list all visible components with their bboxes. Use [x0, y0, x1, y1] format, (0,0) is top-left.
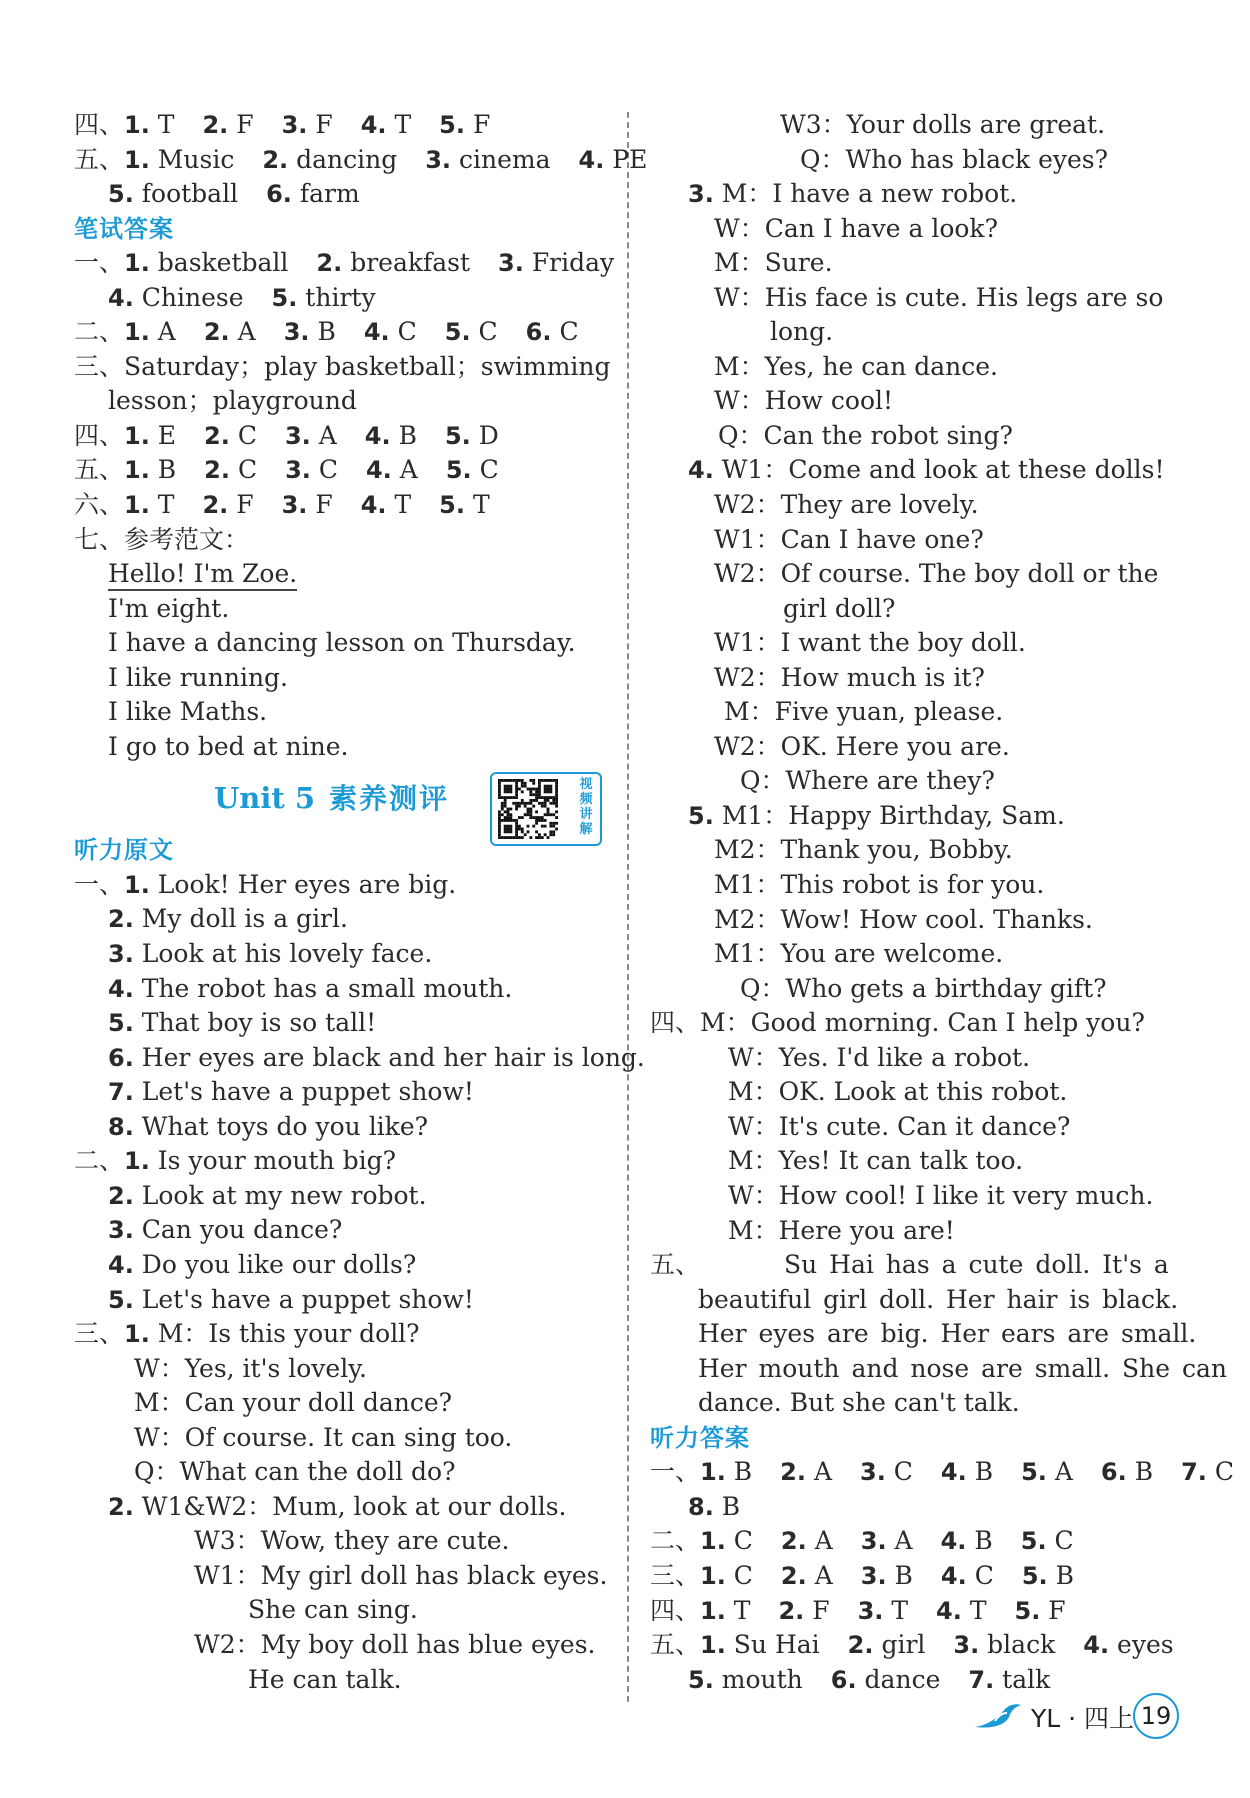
item-answer: C: [725, 1526, 753, 1556]
script-line: W3：Wow, they are cute.: [194, 1526, 510, 1556]
sample-line: I have a dancing lesson on Thursday.: [108, 628, 576, 658]
item-number: 5.: [439, 491, 465, 520]
script-line: M：Can your doll dance?: [134, 1388, 453, 1418]
written-answers-title: 笔试答案: [74, 214, 174, 243]
script-line: [74, 1490, 604, 1525]
item-answer: farm: [291, 179, 360, 209]
item-text: M：Is this your doll?: [149, 1319, 420, 1349]
script-line: [74, 868, 604, 903]
section-marker: 四、: [74, 110, 125, 139]
item-text: The robot has a small mouth.: [133, 973, 513, 1003]
script-line: He can talk.: [248, 1664, 402, 1694]
item-answer: PE: [604, 144, 648, 174]
section-heading: [74, 833, 604, 868]
item-number: 4.: [940, 1561, 967, 1590]
item-answer: C: [471, 455, 499, 485]
passage-line: Her mouth and nose are small. She can: [698, 1353, 1228, 1383]
script-line: girl doll?: [783, 593, 896, 623]
qr-label: 视频讲解: [579, 777, 593, 838]
item-answer: C: [551, 317, 579, 347]
script-line: Q：What can the doll do?: [134, 1457, 456, 1487]
item-number: 5.: [271, 283, 298, 312]
item-answer: A: [1046, 1457, 1073, 1487]
item-number: 2.: [108, 905, 134, 934]
item-number: 3.: [953, 1631, 980, 1660]
item-answer: T: [883, 1595, 909, 1625]
item-answer: A: [149, 317, 176, 347]
section-heading: [650, 1421, 1178, 1456]
section-marker: 三、: [650, 1560, 701, 1590]
item-number: 2.: [204, 456, 230, 485]
sample-line: [74, 557, 604, 592]
script-line: W3：Your dolls are great.: [780, 110, 1106, 139]
item-number: 3.: [281, 491, 308, 520]
item-number: 4.: [364, 421, 391, 450]
item-answer: A: [806, 1457, 833, 1487]
section-heading: [74, 212, 604, 247]
item-number: 3.: [281, 111, 308, 139]
sample-line: I like Maths.: [108, 697, 268, 727]
item-number: 4.: [578, 145, 605, 174]
item-number: 1.: [124, 491, 150, 520]
item-number: 8.: [108, 1112, 134, 1141]
item-number: 5.: [444, 421, 471, 450]
script-line: [74, 972, 604, 1007]
item-number: 2.: [780, 1561, 807, 1590]
script-line: W：Yes, it's lovely.: [134, 1353, 367, 1383]
passage-line: Her eyes are big. Her ears are small.: [698, 1319, 1197, 1349]
item-answer: C: [1046, 1526, 1074, 1556]
script-line: Q：Who has black eyes?: [800, 144, 1109, 174]
script-line: M1：You are welcome.: [714, 939, 1004, 969]
item-number: 1.: [700, 1561, 726, 1590]
script-line: M1：This robot is for you.: [714, 870, 1045, 900]
right-column: [650, 108, 1234, 1697]
item-number: 3.: [285, 456, 311, 485]
item-number: 3.: [860, 1458, 886, 1487]
item-number: 1.: [124, 421, 150, 450]
script-line: M：Sure.: [714, 248, 833, 278]
item-number: 6.: [525, 318, 552, 347]
answer-row: [74, 419, 604, 454]
item-number: 2.: [847, 1631, 874, 1660]
item-answer: girl: [873, 1630, 926, 1660]
item-number: 2.: [108, 1492, 134, 1521]
answer-row: [74, 281, 604, 316]
item-answer: F: [307, 490, 333, 520]
answer-row: [74, 108, 604, 143]
script-line: W2：My boy doll has blue eyes.: [194, 1629, 596, 1659]
item-number: 4.: [936, 1596, 962, 1625]
item-number: 3.: [688, 180, 714, 209]
item-answer: football: [133, 179, 239, 209]
script-line: M：Here you are!: [728, 1215, 955, 1245]
section-marker: 二、: [74, 1146, 125, 1176]
series-label: YL · 四上: [1031, 1704, 1135, 1733]
item-number: 8.: [688, 1492, 714, 1521]
item-text: Can you dance?: [133, 1215, 343, 1245]
item-answer: T: [149, 110, 175, 139]
answer-row: [650, 1455, 1234, 1490]
item-number: 6.: [266, 180, 292, 209]
item-number: 6.: [1100, 1458, 1127, 1487]
item-number: 3.: [108, 940, 134, 969]
item-number: 5.: [1021, 1458, 1047, 1487]
item-number: 1.: [700, 1458, 726, 1487]
answer-row: [650, 1559, 1178, 1594]
item-number: 2.: [202, 111, 229, 139]
item-answer: T: [386, 110, 412, 139]
script-line: [74, 1144, 604, 1179]
item-answer: F: [228, 110, 254, 139]
script-line: M：OK. Look at this robot.: [728, 1077, 1068, 1107]
answer-row: [74, 488, 604, 523]
item-number: 3.: [498, 249, 524, 278]
section-marker: 三、: [74, 1319, 125, 1349]
item-answer: E: [149, 420, 177, 450]
script-line: W2：OK. Here you are.: [714, 731, 1010, 761]
script-line: W：Of course. It can sing too.: [134, 1422, 513, 1452]
item-answer: B: [886, 1560, 913, 1590]
item-answer: cinema: [451, 144, 551, 174]
item-number: 2.: [204, 421, 230, 450]
item-number: 2.: [108, 1181, 134, 1210]
item-number: 1.: [124, 249, 150, 278]
item-text: Look at his lovely face.: [133, 939, 433, 969]
script-line: [688, 177, 1178, 212]
item-number: 1.: [124, 318, 150, 347]
script-line: long.: [770, 317, 834, 347]
item-answer: mouth: [713, 1664, 803, 1694]
item-number: 4.: [360, 491, 387, 520]
item-answer: F: [1040, 1595, 1066, 1625]
answer-row: [650, 1594, 1178, 1629]
item-number: 3.: [284, 421, 311, 450]
script-line: W：How cool! I like it very much.: [728, 1180, 1154, 1210]
script-line: 四、M：Good morning. Can I help you?: [650, 1008, 1145, 1038]
page-footer: [973, 1693, 1183, 1743]
script-line: W：Can I have a look?: [714, 213, 998, 243]
item-answer: F: [228, 490, 254, 520]
script-line: [74, 1075, 604, 1110]
item-number: 3.: [860, 1561, 887, 1590]
item-answer: C: [389, 317, 417, 347]
sample-line: I go to bed at nine.: [108, 731, 349, 761]
item-number: 5.: [688, 801, 714, 830]
item-answer: A: [310, 420, 337, 450]
section-marker: 五、: [74, 455, 125, 485]
item-answer: C: [470, 317, 498, 347]
script-line: W：How cool!: [714, 386, 894, 416]
item-number: 4.: [108, 283, 134, 312]
item-number: 2.: [203, 318, 230, 347]
item-number: 3.: [857, 1596, 884, 1625]
item-answer: A: [229, 317, 256, 347]
item-answer: Music: [149, 144, 235, 174]
item-text: Let's have a puppet show!: [133, 1284, 474, 1314]
section-marker: 二、: [650, 1526, 701, 1556]
script-line: [74, 1283, 604, 1318]
item-answer: C: [229, 420, 257, 450]
item-answer: A: [806, 1560, 833, 1590]
script-line: [74, 1213, 604, 1248]
item-number: 7.: [1181, 1458, 1207, 1487]
script-line: W1：My girl doll has black eyes.: [194, 1560, 608, 1590]
item-text: Do you like our dolls?: [133, 1249, 417, 1279]
page-number: 19: [1133, 1693, 1179, 1739]
script-line: M2：Thank you, Bobby.: [714, 835, 1013, 865]
item-text: Look! Her eyes are big.: [149, 869, 457, 899]
item-answer: basketball: [149, 248, 289, 278]
item-text: M1：Happy Birthday, Sam.: [713, 800, 1065, 830]
sample-line: I'm eight.: [108, 593, 230, 623]
script-line: Q：Where are they?: [740, 766, 995, 796]
item-answer: talk: [994, 1664, 1051, 1694]
item-number: 3.: [425, 145, 452, 174]
item-answer: breakfast: [342, 248, 471, 278]
sample-label: 七、参考范文：: [74, 524, 250, 554]
item-number: 4.: [940, 1527, 967, 1556]
item-answer: D: [470, 420, 499, 450]
item-number: 5.: [444, 318, 471, 347]
script-line: [688, 799, 1178, 834]
item-text: That boy is so tall!: [133, 1008, 377, 1038]
item-number: 6.: [830, 1665, 857, 1694]
left-column: [74, 108, 648, 1697]
item-number: 5.: [108, 1009, 134, 1038]
item-number: 5.: [1020, 1527, 1047, 1556]
item-answer: eyes: [1109, 1630, 1174, 1660]
script-line: [74, 1006, 604, 1041]
section-marker: 四、: [74, 420, 125, 450]
script-line: M：Yes, he can dance.: [714, 351, 998, 381]
item-answer: T: [961, 1595, 987, 1625]
script-line: M：Yes! It can talk too.: [728, 1146, 1024, 1176]
item-answer: F: [465, 110, 491, 139]
script-line: [74, 1248, 604, 1283]
sample-greeting: Hello! I'm Zoe.: [108, 559, 297, 591]
script-line: W2：Of course. The boy doll or the: [714, 559, 1159, 589]
listening-answers-title: 听力答案: [650, 1423, 750, 1452]
answer-row: [74, 453, 604, 488]
item-answer: A: [886, 1526, 913, 1556]
script-line: [74, 902, 604, 937]
script-line: Q：Can the robot sing?: [718, 420, 1013, 450]
item-answer: black: [979, 1630, 1056, 1660]
item-answer: F: [804, 1595, 830, 1625]
script-line: M：Five yuan, please.: [724, 697, 1004, 727]
item-number: 2.: [316, 249, 343, 278]
item-number: 4.: [363, 318, 390, 347]
item-number: 1.: [124, 870, 150, 899]
script-line: [74, 1110, 604, 1145]
item-number: 4.: [1083, 1631, 1110, 1660]
item-answer: T: [386, 490, 412, 520]
unit-subtitle: 素养测评: [329, 782, 450, 816]
item-number: 2.: [262, 145, 289, 174]
item-number: 2.: [778, 1596, 805, 1625]
item-number: 5.: [108, 180, 134, 209]
item-number: 3.: [283, 318, 310, 347]
item-answer: A: [391, 455, 418, 485]
answer-row: [688, 1663, 1178, 1698]
item-text: M：I have a new robot.: [713, 179, 1018, 209]
item-answer: Friday: [523, 248, 615, 278]
item-answer: C: [310, 455, 338, 485]
answer-row: [650, 1524, 1178, 1559]
item-answer: B: [390, 420, 417, 450]
answer-row: [74, 143, 648, 178]
section-marker: 四、: [650, 1595, 701, 1625]
script-line: [688, 453, 1178, 488]
item-answer: C: [885, 1457, 913, 1487]
answer-row: [74, 246, 615, 281]
section-marker: 一、: [74, 869, 125, 899]
item-text: Look at my new robot.: [133, 1180, 427, 1210]
answer-row: [74, 315, 604, 350]
item-answer: B: [149, 455, 177, 485]
item-number: 2.: [780, 1458, 806, 1487]
item-text: W1：Come and look at these dolls!: [713, 455, 1165, 485]
item-answer: Su Hai: [725, 1630, 820, 1660]
script-line: W1：Can I have one?: [714, 524, 984, 554]
item-number: 7.: [108, 1078, 134, 1107]
item-number: 5.: [445, 456, 472, 485]
unit-title: Unit 5: [214, 781, 316, 816]
item-answer: T: [149, 490, 175, 520]
item-answer: B: [1126, 1457, 1154, 1487]
item-answer: C: [230, 455, 258, 485]
answer-line: lesson；playground: [108, 386, 357, 416]
section-marker: 一、: [650, 1457, 701, 1487]
item-number: 2.: [780, 1527, 807, 1556]
script-line: W：Yes. I'd like a robot.: [728, 1042, 1031, 1072]
item-answer: T: [465, 490, 490, 520]
item-text: Let's have a puppet show!: [133, 1077, 474, 1107]
item-number: 1.: [700, 1631, 726, 1660]
item-answer: B: [966, 1457, 994, 1487]
item-number: 4.: [108, 1250, 134, 1279]
section-marker: 一、: [74, 248, 125, 278]
script-line: W：His face is cute. His legs are so: [714, 282, 1164, 312]
script-line: [74, 1041, 645, 1076]
section-marker: 六、: [74, 490, 125, 520]
answer-line: 三、Saturday；play basketball；swimming: [74, 351, 611, 381]
script-line: Q：Who gets a birthday gift?: [740, 973, 1107, 1003]
answer-row: [688, 1490, 1178, 1525]
item-number: 1.: [124, 145, 150, 174]
unit-title-block: [74, 764, 604, 838]
section-marker: 五、: [650, 1250, 701, 1280]
script-line: W：It's cute. Can it dance?: [728, 1111, 1071, 1141]
item-number: 1.: [700, 1596, 726, 1625]
item-answer: F: [307, 110, 333, 139]
item-text: My doll is a girl.: [133, 904, 348, 934]
item-number: 4.: [940, 1458, 967, 1487]
script-line: [74, 1179, 604, 1214]
answer-row: [650, 1628, 1178, 1663]
script-line: [74, 937, 604, 972]
item-answer: C: [1206, 1457, 1234, 1487]
column-divider: [627, 112, 629, 1702]
item-number: 1.: [124, 1147, 150, 1176]
item-answer: C: [725, 1560, 753, 1590]
item-text: Is your mouth big?: [149, 1146, 396, 1176]
item-number: 6.: [108, 1043, 134, 1072]
script-line: M2：Wow! How cool. Thanks.: [714, 904, 1093, 934]
item-number: 3.: [860, 1527, 887, 1556]
item-answer: B: [713, 1491, 741, 1521]
section-marker: 五、: [650, 1630, 701, 1660]
passage-line: beautiful girl doll. Her hair is black.: [698, 1284, 1179, 1314]
passage-line: Su Hai has a cute doll. It's a: [784, 1250, 1169, 1280]
script-line: She can sing.: [248, 1595, 418, 1625]
sample-line: I like running.: [108, 662, 289, 692]
item-answer: dancing: [288, 144, 398, 174]
item-text: What toys do you like?: [133, 1111, 429, 1141]
item-answer: C: [966, 1560, 994, 1590]
item-number: 4.: [688, 456, 714, 485]
item-answer: Chinese: [133, 282, 244, 312]
section-marker: 二、: [74, 317, 125, 347]
item-number: 4.: [360, 111, 387, 139]
item-number: 2.: [202, 491, 229, 520]
item-answer: A: [806, 1526, 833, 1556]
item-number: 1.: [700, 1527, 726, 1556]
script-line: W1：I want the boy doll.: [714, 628, 1026, 658]
qr-code-icon: [498, 779, 558, 839]
passage-line: dance. But she can't talk.: [698, 1388, 1020, 1418]
item-number: 7.: [968, 1665, 995, 1694]
item-number: 1.: [124, 456, 150, 485]
script-line: W2：They are lovely.: [714, 490, 979, 520]
bird-icon: [973, 1701, 1025, 1731]
item-number: 4.: [108, 974, 134, 1003]
item-number: 5.: [688, 1665, 714, 1694]
passage-block: [650, 1248, 1228, 1421]
item-answer: B: [309, 317, 336, 347]
item-number: 4.: [365, 456, 392, 485]
answer-row: [74, 177, 604, 212]
item-text: Her eyes are black and her hair is long.: [133, 1042, 645, 1072]
item-answer: B: [966, 1526, 993, 1556]
item-text: W1&W2：Mum, look at our dolls.: [133, 1491, 567, 1521]
item-number: 5.: [1014, 1596, 1041, 1625]
item-number: 5.: [439, 111, 465, 139]
script-line: [74, 1317, 604, 1352]
item-number: 5.: [108, 1285, 134, 1314]
item-number: 3.: [108, 1216, 134, 1245]
item-number: 1.: [124, 1320, 150, 1349]
item-answer: thirty: [297, 282, 376, 312]
item-number: 5.: [1021, 1561, 1048, 1590]
script-line: W2：How much is it?: [714, 662, 985, 692]
item-answer: dance: [856, 1664, 941, 1694]
item-number: 1.: [124, 111, 150, 139]
item-answer: B: [725, 1457, 753, 1487]
listening-script-title: 听力原文: [74, 836, 174, 865]
item-answer: B: [1047, 1560, 1074, 1590]
item-answer: T: [725, 1595, 751, 1625]
section-marker: 五、: [74, 144, 125, 174]
